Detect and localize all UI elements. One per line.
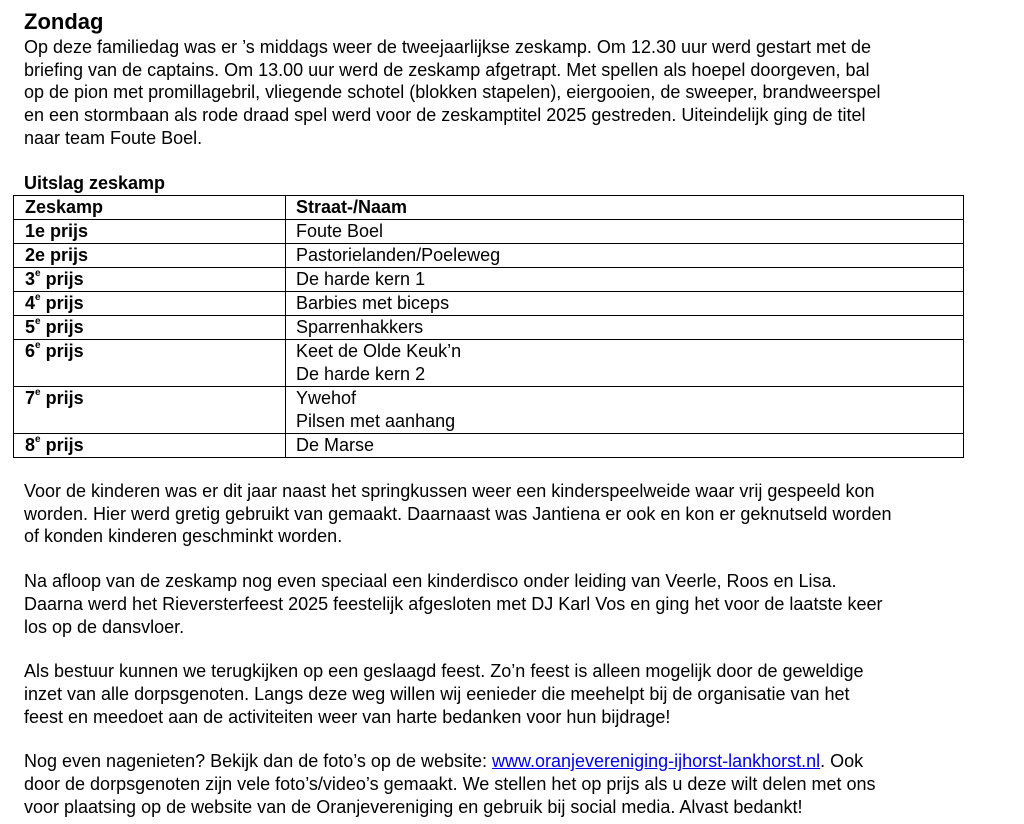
photos-line-3: voor plaatsing op de website van de Oranjevereniging en gebruik bij social media. Alvast bedankt! xyxy=(24,796,803,817)
disco-paragraph xyxy=(24,570,994,638)
disco-line: Na afloop van de zeskamp nog even speciaal een kinderdisco onder leiding van Veerle, Roos en Lisa. xyxy=(24,571,837,592)
page-title: Zondag xyxy=(24,9,104,34)
prize-label: prijs xyxy=(45,245,89,265)
photos-line-2: door de dorpsgenoten zijn vele foto’s/video’s gemaakt. We stellen het op prijs als u deze wilt delen met ons xyxy=(24,774,876,795)
prize-cell xyxy=(14,292,286,316)
table-row xyxy=(14,387,964,434)
prize-label: prijs xyxy=(40,435,84,455)
website-link[interactable]: www.oranjevereniging-ijhorst-lankhorst.nl xyxy=(492,751,821,772)
header-zeskamp: Zeskamp xyxy=(14,196,286,220)
disco-line: Daarna werd het Rieversterfeest 2025 feestelijk afgesloten met DJ Karl Vos en ging het voor de laatste keer xyxy=(24,593,883,614)
intro-line: briefing van de captains. Om 13.00 uur werd de zeskamp afgetrapt. Met spellen als hoepel doorgeven, bal xyxy=(24,59,870,80)
kids-line: of konden kinderen geschminkt worden. xyxy=(24,526,343,547)
prize-cell xyxy=(14,340,286,387)
spacer xyxy=(24,150,984,172)
board-line: feest en meedoet aan de activiteiten weer van harte bedanken voor hun bijdrage! xyxy=(24,706,671,727)
prize-ordinal: e xyxy=(35,434,41,445)
prize-number: 2e xyxy=(25,245,46,265)
prize-number: 1e xyxy=(25,221,46,241)
table-row xyxy=(14,340,964,387)
prize-label: prijs xyxy=(40,269,84,289)
team-name: Barbies met biceps xyxy=(296,293,450,313)
team-name: De harde kern 1 xyxy=(296,269,426,289)
kids-paragraph xyxy=(24,480,994,548)
prize-ordinal: e xyxy=(35,340,41,351)
board-line: Als bestuur kunnen we terugkijken op een geslaagd feest. Zo’n feest is alleen mogelijk door de geweldige xyxy=(24,661,864,682)
team-name: De Marse xyxy=(296,435,375,455)
team-name: Pilsen met aanhang xyxy=(296,411,456,431)
photos-line-1 xyxy=(24,750,994,773)
photos-text-before: Nog even nagenieten? Bekijk dan de foto’s op de website: xyxy=(24,751,492,772)
team-name: Pastorielanden/Poeleweg xyxy=(296,245,501,265)
table-row xyxy=(14,292,964,316)
intro-line: naar team Foute Boel. xyxy=(24,127,203,148)
intro-line: op de pion met promillagebril, vliegende schotel (blokken stapelen), eiergooien, de sweeper, brandweerspel xyxy=(24,82,881,103)
team-cell xyxy=(286,220,964,244)
prize-ordinal: e xyxy=(35,316,41,327)
team-cell xyxy=(286,434,964,458)
intro-paragraph xyxy=(24,36,984,150)
prize-label: prijs xyxy=(40,341,84,361)
board-paragraph xyxy=(24,660,994,728)
team-name: Sparrenhakkers xyxy=(296,317,424,337)
spacer xyxy=(24,728,994,750)
prize-cell xyxy=(14,268,286,292)
prize-number: 4 xyxy=(25,293,36,313)
document-top xyxy=(24,8,984,194)
results-table xyxy=(13,195,964,458)
kids-line: Voor de kinderen was er dit jaar naast het springkussen weer een kinderspeelweide waar vrij gespeeld kon xyxy=(24,481,875,501)
prize-cell xyxy=(14,244,286,268)
header-straat-naam: Straat-/Naam xyxy=(286,196,964,220)
board-line: inzet van alle dorpsgenoten. Langs deze weg willen wij eenieder die meehelpt bij de organisatie van het xyxy=(24,683,850,704)
photos-text-after: . Ook xyxy=(820,751,864,772)
results-heading: Uitslag zeskamp xyxy=(24,172,166,193)
team-cell xyxy=(286,244,964,268)
intro-line: en een stormbaan als rode draad spel werd voor de zeskamptitel 2025 gestreden. Uiteindelijk ging de titel xyxy=(24,105,866,126)
disco-line: los op de dansvloer. xyxy=(24,616,185,637)
prize-cell xyxy=(14,434,286,458)
photos-paragraph xyxy=(24,750,994,818)
team-name: Ywehof xyxy=(296,388,357,408)
prize-label: prijs xyxy=(40,317,84,337)
prize-number: 3 xyxy=(25,269,36,289)
prize-cell xyxy=(14,316,286,340)
prize-ordinal: e xyxy=(35,387,41,398)
prize-cell xyxy=(14,387,286,434)
prize-number: 8 xyxy=(25,435,36,455)
team-cell xyxy=(286,316,964,340)
spacer xyxy=(24,638,994,660)
table-header-row xyxy=(14,196,964,220)
team-name: Keet de Olde Keuk’n xyxy=(296,341,462,361)
team-cell xyxy=(286,387,964,434)
kids-line: worden. Hier werd gretig gebruikt van gemaakt. Daarnaast was Jantiena er ook en kon er geknutseld worden xyxy=(24,503,892,524)
table-row xyxy=(14,316,964,340)
spacer xyxy=(24,548,994,570)
team-name: Foute Boel xyxy=(296,221,384,241)
table-row xyxy=(14,244,964,268)
prize-cell xyxy=(14,220,286,244)
table-row xyxy=(14,268,964,292)
table-row xyxy=(14,220,964,244)
prize-label: prijs xyxy=(45,221,89,241)
prize-number: 7 xyxy=(25,388,36,408)
document-bottom xyxy=(24,480,994,818)
prize-label: prijs xyxy=(40,293,84,313)
prize-ordinal: e xyxy=(35,292,41,303)
table-row xyxy=(14,434,964,458)
team-name: De harde kern 2 xyxy=(296,364,426,384)
team-cell xyxy=(286,268,964,292)
team-cell xyxy=(286,292,964,316)
prize-number: 5 xyxy=(25,317,36,337)
prize-number: 6 xyxy=(25,341,36,361)
prize-label: prijs xyxy=(40,388,84,408)
prize-ordinal: e xyxy=(35,268,41,279)
intro-line: Op deze familiedag was er ’s middags weer de tweejaarlijkse zeskamp. Om 12.30 uur werd gestart met de xyxy=(24,37,872,57)
team-cell xyxy=(286,340,964,387)
